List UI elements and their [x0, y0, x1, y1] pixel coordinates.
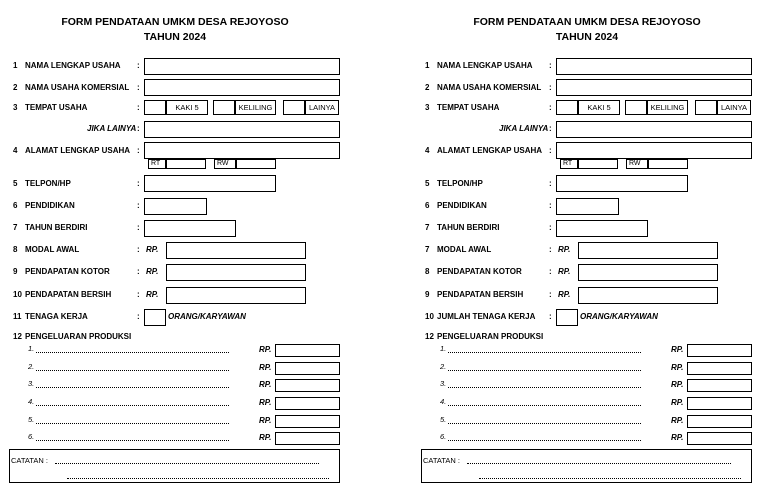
rp-label: RP.	[146, 245, 159, 254]
catatan-dotted-line	[55, 463, 319, 464]
expense-amount-field[interactable]	[275, 397, 340, 410]
expense-item-number: 1.	[28, 344, 35, 353]
checkbox-lainya[interactable]	[695, 100, 717, 115]
tenaga-kerja-field[interactable]	[144, 309, 166, 326]
row-number: 9	[13, 267, 18, 276]
rt-label: RT	[560, 159, 578, 169]
row-number: 2	[425, 83, 430, 92]
row-label: NAMA USAHA KOMERSIAL	[25, 83, 130, 92]
row-colon: :	[137, 83, 140, 92]
row-number: 6	[13, 201, 18, 210]
expense-dotted-line	[448, 370, 641, 371]
row-number: 8	[425, 267, 430, 276]
rp-label: RP.	[259, 433, 272, 442]
form-title: FORM PENDATAAN UMKM DESA REJOYOSO	[61, 16, 289, 28]
form-title: FORM PENDATAAN UMKM DESA REJOYOSO	[473, 16, 701, 28]
nama-usaha-komersial-field[interactable]	[144, 79, 340, 96]
row-colon: :	[549, 312, 552, 321]
jika-lainya-field[interactable]	[556, 121, 752, 138]
checkbox-kaki-5[interactable]	[556, 100, 578, 115]
rw-field[interactable]	[648, 159, 688, 169]
telpon-field[interactable]	[556, 175, 688, 192]
expense-item-number: 5.	[28, 415, 35, 424]
rp-label: RP.	[259, 380, 272, 389]
pendapatan-kotor-field[interactable]	[578, 264, 718, 281]
row-number: 5	[425, 179, 430, 188]
row-number: 10	[425, 312, 434, 321]
row-colon: :	[549, 146, 552, 155]
rp-label: RP.	[558, 267, 571, 276]
row-colon: :	[137, 312, 140, 321]
expense-amount-field[interactable]	[275, 379, 340, 392]
form-subtitle-year: TAHUN 2024	[555, 31, 619, 43]
rp-label: RP.	[146, 267, 159, 276]
row-colon: :	[137, 146, 140, 155]
row-colon: :	[137, 223, 140, 232]
rw-field[interactable]	[236, 159, 276, 169]
row-label: TAHUN BERDIRI	[25, 223, 88, 232]
pendapatan-bersih-field[interactable]	[166, 287, 306, 304]
expense-amount-field[interactable]	[275, 415, 340, 428]
row-colon: :	[549, 124, 552, 133]
row-number: 1	[425, 61, 430, 70]
row-colon: :	[137, 179, 140, 188]
expense-amount-field[interactable]	[687, 362, 752, 375]
row-colon: :	[137, 61, 140, 70]
row-colon: :	[137, 103, 140, 112]
rp-label: RP.	[671, 416, 684, 425]
row-number: 6	[425, 201, 430, 210]
rp-label: RP.	[558, 245, 571, 254]
telpon-field[interactable]	[144, 175, 276, 192]
expense-item-number: 4.	[28, 397, 35, 406]
catatan-dotted-line	[479, 478, 741, 479]
option-lainya: LAINYA	[717, 100, 751, 115]
row-number: 1	[13, 61, 18, 70]
nama-lengkap-usaha-field[interactable]	[144, 58, 340, 75]
option-kaki-5: KAKI 5	[166, 100, 208, 115]
row-colon: :	[549, 103, 552, 112]
row-colon: :	[549, 61, 552, 70]
expense-amount-field[interactable]	[687, 379, 752, 392]
orang-karyawan-label: ORANG/KARYAWAN	[168, 312, 246, 321]
pendapatan-bersih-field[interactable]	[578, 287, 718, 304]
option-lainya: LAINYA	[305, 100, 339, 115]
expense-dotted-line	[36, 423, 229, 424]
expense-dotted-line	[448, 405, 641, 406]
row-label: PENGELUARAN PRODUKSI	[25, 332, 132, 341]
expense-dotted-line	[36, 440, 229, 441]
rt-field[interactable]	[578, 159, 618, 169]
expense-dotted-line	[448, 423, 641, 424]
row-colon: :	[137, 267, 140, 276]
option-keliling: KELILING	[235, 100, 276, 115]
expense-item-number: 5.	[440, 415, 447, 424]
expense-dotted-line	[448, 440, 641, 441]
row-label: TELPON/HP	[437, 179, 483, 188]
expense-dotted-line	[36, 352, 229, 353]
row-label: MODAL AWAL	[25, 245, 80, 254]
row-colon: :	[549, 290, 552, 299]
row-label: PENDAPATAN BERSIH	[25, 290, 112, 299]
row-colon: :	[137, 201, 140, 210]
expense-amount-field[interactable]	[275, 362, 340, 375]
row-label: TEMPAT USAHA	[437, 103, 500, 112]
expense-item-number: 6.	[28, 432, 35, 441]
pendidikan-field[interactable]	[144, 198, 207, 215]
expense-amount-field[interactable]	[687, 432, 752, 445]
catatan-label: CATATAN :	[11, 456, 48, 465]
expense-amount-field[interactable]	[275, 432, 340, 445]
row-number: 4	[13, 146, 18, 155]
row-label: PENDAPATAN BERSIH	[437, 290, 524, 299]
row-label: NAMA LENGKAP USAHA	[25, 61, 121, 70]
rw-label: RW	[626, 159, 648, 169]
row-number: 3	[425, 103, 430, 112]
checkbox-keliling[interactable]	[213, 100, 235, 115]
row-colon: :	[137, 124, 140, 133]
row-label: TELPON/HP	[25, 179, 71, 188]
row-number: 11	[13, 312, 22, 321]
expense-item-number: 3.	[440, 379, 447, 388]
row-label: TENAGA KERJA	[25, 312, 88, 321]
checkbox-keliling[interactable]	[625, 100, 647, 115]
row-number: 7	[425, 245, 430, 254]
rp-label: RP.	[259, 363, 272, 372]
alamat-field[interactable]	[144, 142, 340, 159]
row-label: MODAL AWAL	[437, 245, 492, 254]
row-colon: :	[549, 179, 552, 188]
jika-lainya-field[interactable]	[144, 121, 340, 138]
expense-item-number: 4.	[440, 397, 447, 406]
expense-dotted-line	[448, 387, 641, 388]
alamat-field[interactable]	[556, 142, 752, 159]
row-number: 7	[13, 223, 18, 232]
option-keliling: KELILING	[647, 100, 688, 115]
expense-item-number: 3.	[28, 379, 35, 388]
jika-lainya-label: JIKA LAINYA	[87, 124, 137, 133]
expense-dotted-line	[36, 370, 229, 371]
modal-awal-field[interactable]	[166, 242, 306, 259]
catatan-dotted-line	[67, 478, 329, 479]
expense-item-number: 2.	[440, 362, 447, 371]
option-kaki-5: KAKI 5	[578, 100, 620, 115]
row-label: PENDIDIKAN	[25, 201, 75, 210]
row-number: 12	[13, 332, 22, 341]
row-label: JUMLAH TENAGA KERJA	[437, 312, 536, 321]
row-label: PENGELUARAN PRODUKSI	[437, 332, 544, 341]
expense-dotted-line	[36, 387, 229, 388]
rp-label: RP.	[671, 433, 684, 442]
rp-label: RP.	[671, 398, 684, 407]
row-label: ALAMAT LENGKAP USAHA	[437, 146, 543, 155]
rp-label: RP.	[558, 290, 571, 299]
orang-karyawan-label: ORANG/KARYAWAN	[580, 312, 658, 321]
row-number: 10	[13, 290, 22, 299]
pendapatan-kotor-field[interactable]	[166, 264, 306, 281]
expense-item-number: 1.	[440, 344, 447, 353]
checkbox-lainya[interactable]	[283, 100, 305, 115]
row-number: 3	[13, 103, 18, 112]
row-number: 7	[425, 223, 430, 232]
rp-label: RP.	[671, 345, 684, 354]
rt-field[interactable]	[166, 159, 206, 169]
rp-label: RP.	[671, 363, 684, 372]
row-colon: :	[137, 245, 140, 254]
expense-amount-field[interactable]	[687, 344, 752, 357]
row-label: PENDAPATAN KOTOR	[25, 267, 110, 276]
expense-dotted-line	[448, 352, 641, 353]
catatan-label: CATATAN :	[423, 456, 460, 465]
form-subtitle-year: TAHUN 2024	[143, 31, 207, 43]
pendidikan-field[interactable]	[556, 198, 619, 215]
expense-item-number: 6.	[440, 432, 447, 441]
expense-amount-field[interactable]	[687, 397, 752, 410]
expense-amount-field[interactable]	[687, 415, 752, 428]
form-right	[412, 0, 768, 500]
rt-label: RT	[148, 159, 166, 169]
row-colon: :	[137, 290, 140, 299]
row-label: PENDIDIKAN	[437, 201, 487, 210]
checkbox-kaki-5[interactable]	[144, 100, 166, 115]
row-colon: :	[549, 267, 552, 276]
row-label: ALAMAT LENGKAP USAHA	[25, 146, 131, 155]
rp-label: RP.	[259, 398, 272, 407]
row-colon: :	[549, 223, 552, 232]
row-label: PENDAPATAN KOTOR	[437, 267, 522, 276]
rp-label: RP.	[259, 345, 272, 354]
row-number: 5	[13, 179, 18, 188]
row-colon: :	[549, 245, 552, 254]
row-number: 9	[425, 290, 430, 299]
row-label: TEMPAT USAHA	[25, 103, 88, 112]
row-number: 12	[425, 332, 434, 341]
expense-amount-field[interactable]	[275, 344, 340, 357]
rp-label: RP.	[146, 290, 159, 299]
nama-usaha-komersial-field[interactable]	[556, 79, 752, 96]
rw-label: RW	[214, 159, 236, 169]
rp-label: RP.	[259, 416, 272, 425]
row-number: 8	[13, 245, 18, 254]
nama-lengkap-usaha-field[interactable]	[556, 58, 752, 75]
tenaga-kerja-field[interactable]	[556, 309, 578, 326]
expense-dotted-line	[36, 405, 229, 406]
jika-lainya-label: JIKA LAINYA	[499, 124, 549, 133]
row-colon: :	[549, 201, 552, 210]
expense-item-number: 2.	[28, 362, 35, 371]
row-number: 2	[13, 83, 18, 92]
catatan-dotted-line	[467, 463, 731, 464]
row-label: NAMA USAHA KOMERSIAL	[437, 83, 542, 92]
modal-awal-field[interactable]	[578, 242, 718, 259]
row-number: 4	[425, 146, 430, 155]
tahun-berdiri-field[interactable]	[556, 220, 648, 237]
tahun-berdiri-field[interactable]	[144, 220, 236, 237]
rp-label: RP.	[671, 380, 684, 389]
row-label: NAMA LENGKAP USAHA	[437, 61, 533, 70]
row-label: TAHUN BERDIRI	[437, 223, 500, 232]
row-colon: :	[549, 83, 552, 92]
